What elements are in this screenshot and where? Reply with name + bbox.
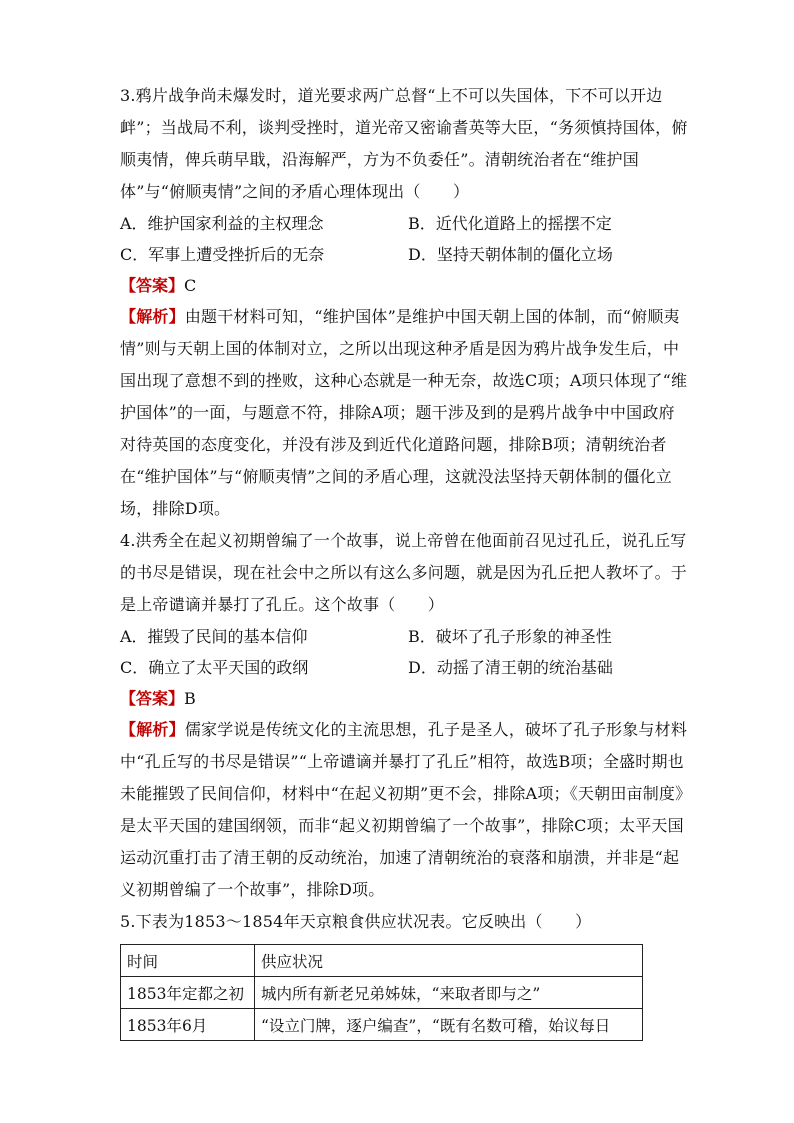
- table-header-cell: 供应状况: [255, 945, 643, 977]
- option-d: D．动摇了清王朝的统治基础: [408, 658, 613, 677]
- analysis-text: 儒家学说是传统文化的主流思想，孔子是圣人，破坏了孔子形象与材料中“孔丘写的书尽是错误”“上帝谴谪并暴打了孔丘”相符，故选B项；全盛时期也未能摧毁了民间信仰，材料中“在起义初期”更不会，排除A项；《天朝田亩制度》是太平天国的建国纲领，而非“起义初期曾编了一个故事”，排除C项；太平天国运动沉重打击了清王朝的反动统治，加速了清朝统治的衰落和崩溃，并非是“起义初期曾编了一个故事”，排除D项。: [120, 720, 688, 899]
- question-3: [120, 80, 690, 525]
- table-cell: 城内所有新老兄弟姊妹，“来取者即与之”: [255, 977, 643, 1009]
- question-3-analysis: [120, 301, 690, 525]
- question-4-stem: 4.洪秀全在起义初期曾编了一个故事，说上帝曾在他面前召见过孔丘，说孔丘写的书尽是错误，现在社会中之所以有这么多问题，就是因为孔丘把人教坏了。于是上帝谴谪并暴打了孔丘。这个故事（ ）: [120, 531, 688, 614]
- option-c: C．军事上遭受挫折后的无奈: [120, 245, 325, 264]
- question-3-stem: 3.鸦片战争尚未爆发时，道光要求两广总督“上不可以失国体，下不可以开边衅”；当战局不利，谈判受挫时，道光帝又密谕耆英等大臣，“务须慎持国体，俯顺夷情，俾兵萌早戢，沿海解严，方为不负委任”。清朝统治者在“维护国体”与“俯顺夷情”之间的矛盾心理体现出（ ）: [120, 86, 688, 201]
- option-b: B．近代化道路上的摇摆不定: [408, 214, 612, 233]
- question-content: [120, 80, 690, 1041]
- table-cell: “设立门牌，逐户编查”，“既有名数可稽，始议每日: [255, 1009, 643, 1041]
- question-3-options: [120, 208, 690, 270]
- analysis-tag: 【解析】: [120, 720, 185, 739]
- question-3-answer: [120, 270, 690, 301]
- table-cell: 1853年定都之初: [121, 977, 255, 1009]
- table-row: [121, 1009, 643, 1041]
- grain-supply-table: [120, 944, 643, 1041]
- option-c: C．确立了太平天国的政纲: [120, 658, 309, 677]
- question-4-analysis: [120, 714, 690, 906]
- table-row: [121, 977, 643, 1009]
- answer-tag: 【答案】: [120, 276, 185, 295]
- question-4-answer: [120, 683, 690, 714]
- table-cell: 1853年6月: [121, 1009, 255, 1041]
- analysis-text: 由题干材料可知，“维护国体”是维护中国天朝上国的体制，而“俯顺夷情”则与天朝上国的体制对立，之所以出现这种矛盾是因为鸦片战争发生后，中国出现了意想不到的挫败，这种心态就是一种无奈，故选C项；A项只体现了“维护国体”的一面，与题意不符，排除A项；题干涉及到的是鸦片战争中中国政府对待英国的态度变化，并没有涉及到近代化道路问题，排除B项；清朝统治者在“维护国体”与“俯顺夷情”之间的矛盾心理，这就没法坚持天朝体制的僵化立场，排除D项。: [120, 307, 688, 518]
- analysis-tag: 【解析】: [120, 307, 185, 326]
- question-4: [120, 525, 690, 906]
- table-header-row: [121, 945, 643, 977]
- answer-value: C: [184, 276, 197, 295]
- question-5-stem: 5.下表为1853～1854年天京粮食供应状况表。它反映出（ ）: [120, 912, 592, 931]
- option-a: A．摧毁了民间的基本信仰: [120, 627, 308, 646]
- question-5: [120, 906, 690, 1041]
- answer-value: B: [184, 689, 196, 708]
- question-4-options: [120, 621, 690, 683]
- option-d: D．坚持天朝体制的僵化立场: [408, 245, 613, 264]
- option-b: B．破坏了孔子形象的神圣性: [408, 627, 612, 646]
- option-a: A．维护国家利益的主权理念: [120, 214, 324, 233]
- answer-tag: 【答案】: [120, 689, 185, 708]
- table-header-cell: 时间: [121, 945, 255, 977]
